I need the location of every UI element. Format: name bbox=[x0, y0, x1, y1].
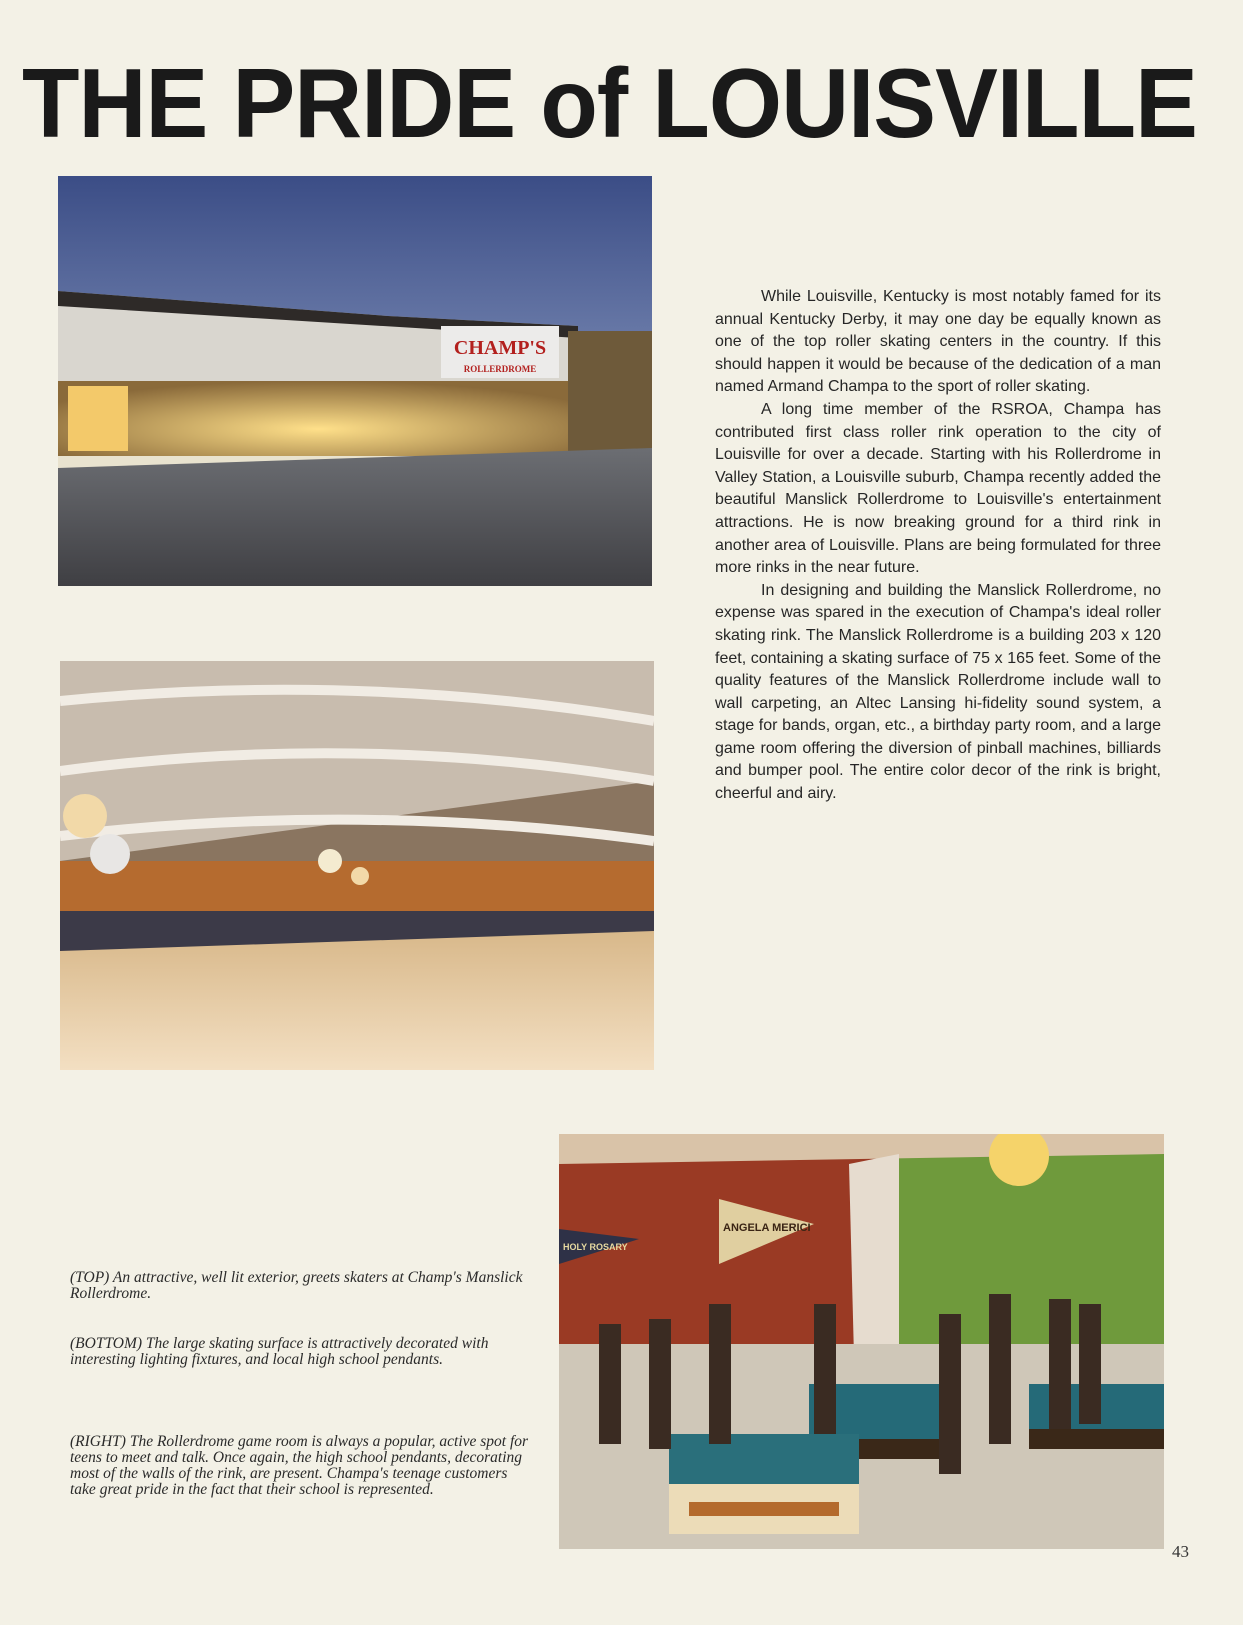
svg-text:CHAMP'S: CHAMP'S bbox=[453, 337, 547, 359]
skating-surface-photo bbox=[60, 661, 654, 1070]
caption-top: (TOP) An attractive, well lit exterior, greets skaters at Champ's Manslick Rollerdrome. bbox=[70, 1269, 523, 1302]
exterior-photo bbox=[58, 176, 652, 586]
caption-bottom: (BOTTOM) The large skating surface is attractively decorated with interesting lighting fixtures, and local high school pendants. bbox=[70, 1335, 489, 1368]
svg-text:HOLY ROSARY: HOLY ROSARY bbox=[563, 1242, 628, 1252]
svg-text:ROLLERDROME: ROLLERDROME bbox=[463, 364, 537, 374]
page-number: 43 bbox=[1172, 1542, 1189, 1561]
caption-right: (RIGHT) The Rollerdrome game room is always a popular, active spot for teens to meet and talk. Once again, the high school pendants, decorating most of the walls of the rink, are present. Champa's teenage customers take great pride in the fact that their school is represented. bbox=[70, 1433, 529, 1498]
svg-text:ANGELA MERICI: ANGELA MERICI bbox=[723, 1222, 811, 1234]
article-paragraph: While Louisville, Kentucky is most notably famed for its annual Kentucky Derby, it may one day be equally known as one of the top roller skating centers in the country. If this should happen it would be because of the dedication of a man named Armand Champa to the sport of roller skating. bbox=[715, 288, 1161, 396]
page-title: THE PRIDE of LOUISVILLE bbox=[22, 48, 1197, 158]
champs-sign bbox=[441, 326, 559, 378]
game-room-photo bbox=[559, 1134, 1164, 1549]
article-paragraph: In designing and building the Manslick Rollerdrome, no expense was spared in the execution of Champa's ideal roller skating rink. The Manslick Rollerdrome is a building 203 x 120 feet, containing a skating surface of 75 x 165 feet. Some of the quality features of the Manslick Rollerdrome include wall to wall carpeting, an Altec Lansing hi-fidelity sound system, a stage for bands, organ, etc., a birthday party room, and a large game room offering the diversion of pinball machines, billiards and bumper pool. The entire color decor of the rink is bright, cheerful and airy. bbox=[715, 581, 1161, 803]
article-paragraph: A long time member of the RSROA, Champa has contributed first class roller rink operation to the city of Louisville for over a decade. Starting with his Rollerdrome in Valley Station, a Louisville suburb, Champa recently added the beautiful Manslick Rollerdrome to Louisville's entertainment attractions. He is now breaking ground for a third rink in another area of Louisville. Plans are being formulated for three more rinks in the near future. bbox=[715, 400, 1161, 577]
article-body bbox=[715, 286, 1161, 806]
